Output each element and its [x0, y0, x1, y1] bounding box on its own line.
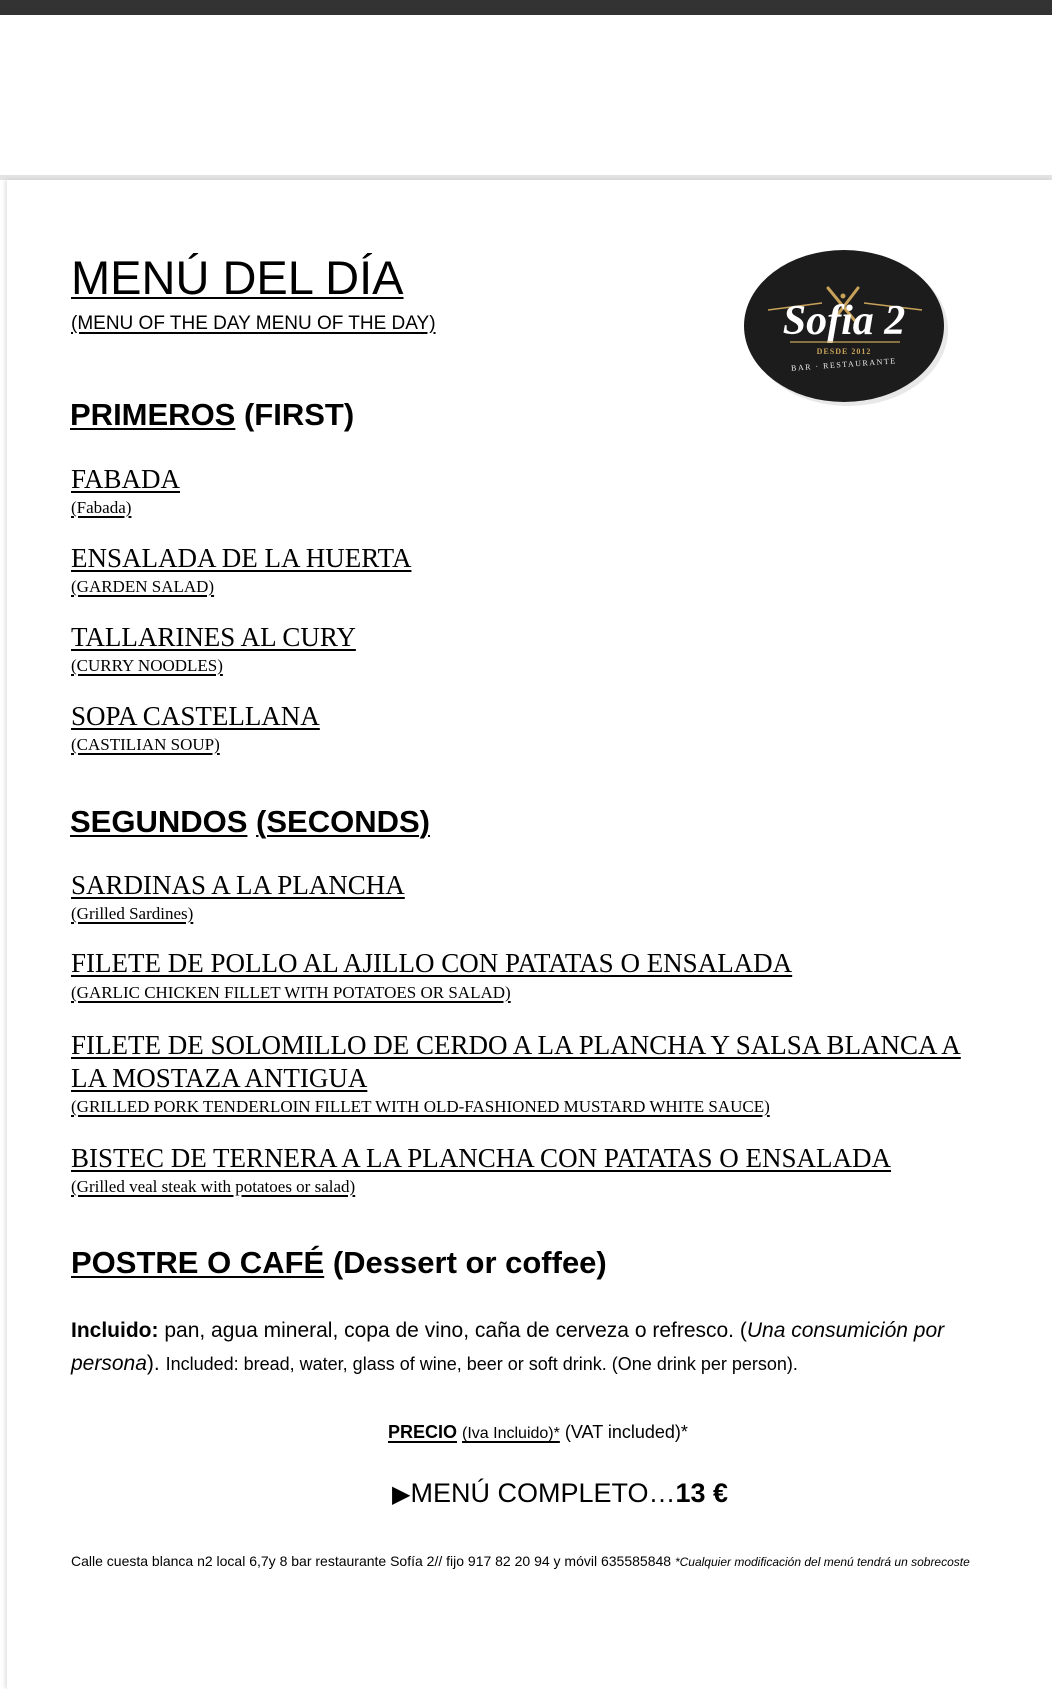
dish-translation: (Grilled Sardines)	[71, 904, 194, 923]
footer-note: *Cualquier modificación del menú tendrá un sobrecoste	[674, 1555, 970, 1569]
section-first-title: PRIMEROS	[70, 397, 236, 432]
page-title: MENÚ DEL DÍA	[71, 251, 404, 304]
section-first-heading	[70, 397, 354, 433]
included-label: Incluido:	[71, 1319, 159, 1342]
restaurant-logo	[740, 250, 950, 410]
dish-translation: (GRILLED PORK TENDERLOIN FILLET WITH OLD-FASHIONED MUSTARD WHITE SAUCE)	[71, 1097, 770, 1116]
logo-since: DESDE 2012	[816, 347, 872, 356]
page-subtitle: (MENU OF THE DAY MENU OF THE DAY)	[71, 313, 436, 334]
dish-name: SARDINAS A LA PLANCHA	[71, 870, 405, 900]
footer-address-text: Calle cuesta blanca n2 local 6,7y 8 bar restaurante Sofía 2// fijo 917 82 20 94 y móvil 635585848	[71, 1553, 672, 1569]
dish-name-line1: FILETE DE SOLOMILLO DE CERDO A LA PLANCHA Y SALSA BLANCA A	[71, 1030, 961, 1060]
included-text	[71, 1314, 976, 1381]
section-dessert-translation: (Dessert or coffee)	[332, 1245, 607, 1280]
top-bar	[0, 0, 1052, 15]
logo-name: Sofia 2	[782, 298, 906, 344]
full-menu-price	[392, 1478, 728, 1509]
section-second-translation: (SECONDS)	[256, 804, 430, 839]
price-line	[388, 1422, 688, 1443]
full-menu-label: MENÚ COMPLETO…	[410, 1478, 676, 1508]
dish-name: ENSALADA DE LA HUERTA	[71, 543, 412, 573]
section-second-heading	[70, 804, 430, 840]
dish-name: FILETE DE POLLO AL AJILLO CON PATATAS O ENSALADA	[71, 948, 793, 978]
dish-translation: (GARDEN SALAD)	[71, 577, 215, 596]
play-triangle-icon: ▶	[392, 1481, 411, 1508]
section-dessert-title: POSTRE O CAFÉ	[71, 1245, 325, 1280]
dish-translation: (CASTILIAN SOUP)	[71, 735, 220, 754]
logo-tagline: BAR · RESTAURANTE	[790, 356, 897, 373]
price-label: PRECIO	[388, 1422, 458, 1442]
price-vat-es: (Iva Incluido)*	[462, 1425, 560, 1442]
dish-translation: (GARLIC CHICKEN FILLET WITH POTATOES OR SALAD)	[71, 983, 511, 1002]
included-italic: Una consumición por persona	[71, 1319, 945, 1375]
price-vat-en: (VAT included)*	[564, 1422, 688, 1442]
dish-name: BISTEC DE TERNERA A LA PLANCHA CON PATATAS O ENSALADA	[71, 1143, 892, 1173]
section-second-title: SEGUNDOS	[70, 804, 248, 839]
dish-translation: (Fabada)	[71, 498, 132, 517]
dish-translation: (Grilled veal steak with potatoes or salad)	[71, 1177, 356, 1196]
dish-name-line2: LA MOSTAZA ANTIGUA	[71, 1063, 368, 1093]
dish-name: TALLARINES AL CURY	[71, 622, 356, 652]
full-menu-amount: 13 €	[675, 1478, 729, 1508]
dish-name: FABADA	[71, 464, 181, 494]
footer-address	[71, 1552, 991, 1571]
section-dessert-heading	[71, 1245, 607, 1281]
section-first-translation: (FIRST)	[243, 397, 355, 432]
dish-translation: (CURRY NOODLES)	[71, 656, 223, 675]
included-english: Included: bread, water, glass of wine, beer or soft drink. (One drink per person).	[165, 1354, 798, 1374]
included-spanish: pan, agua mineral, copa de vino, caña de cerveza o refresco. (	[164, 1319, 747, 1342]
dish-name: SOPA CASTELLANA	[71, 701, 320, 731]
included-close: ).	[146, 1352, 160, 1375]
